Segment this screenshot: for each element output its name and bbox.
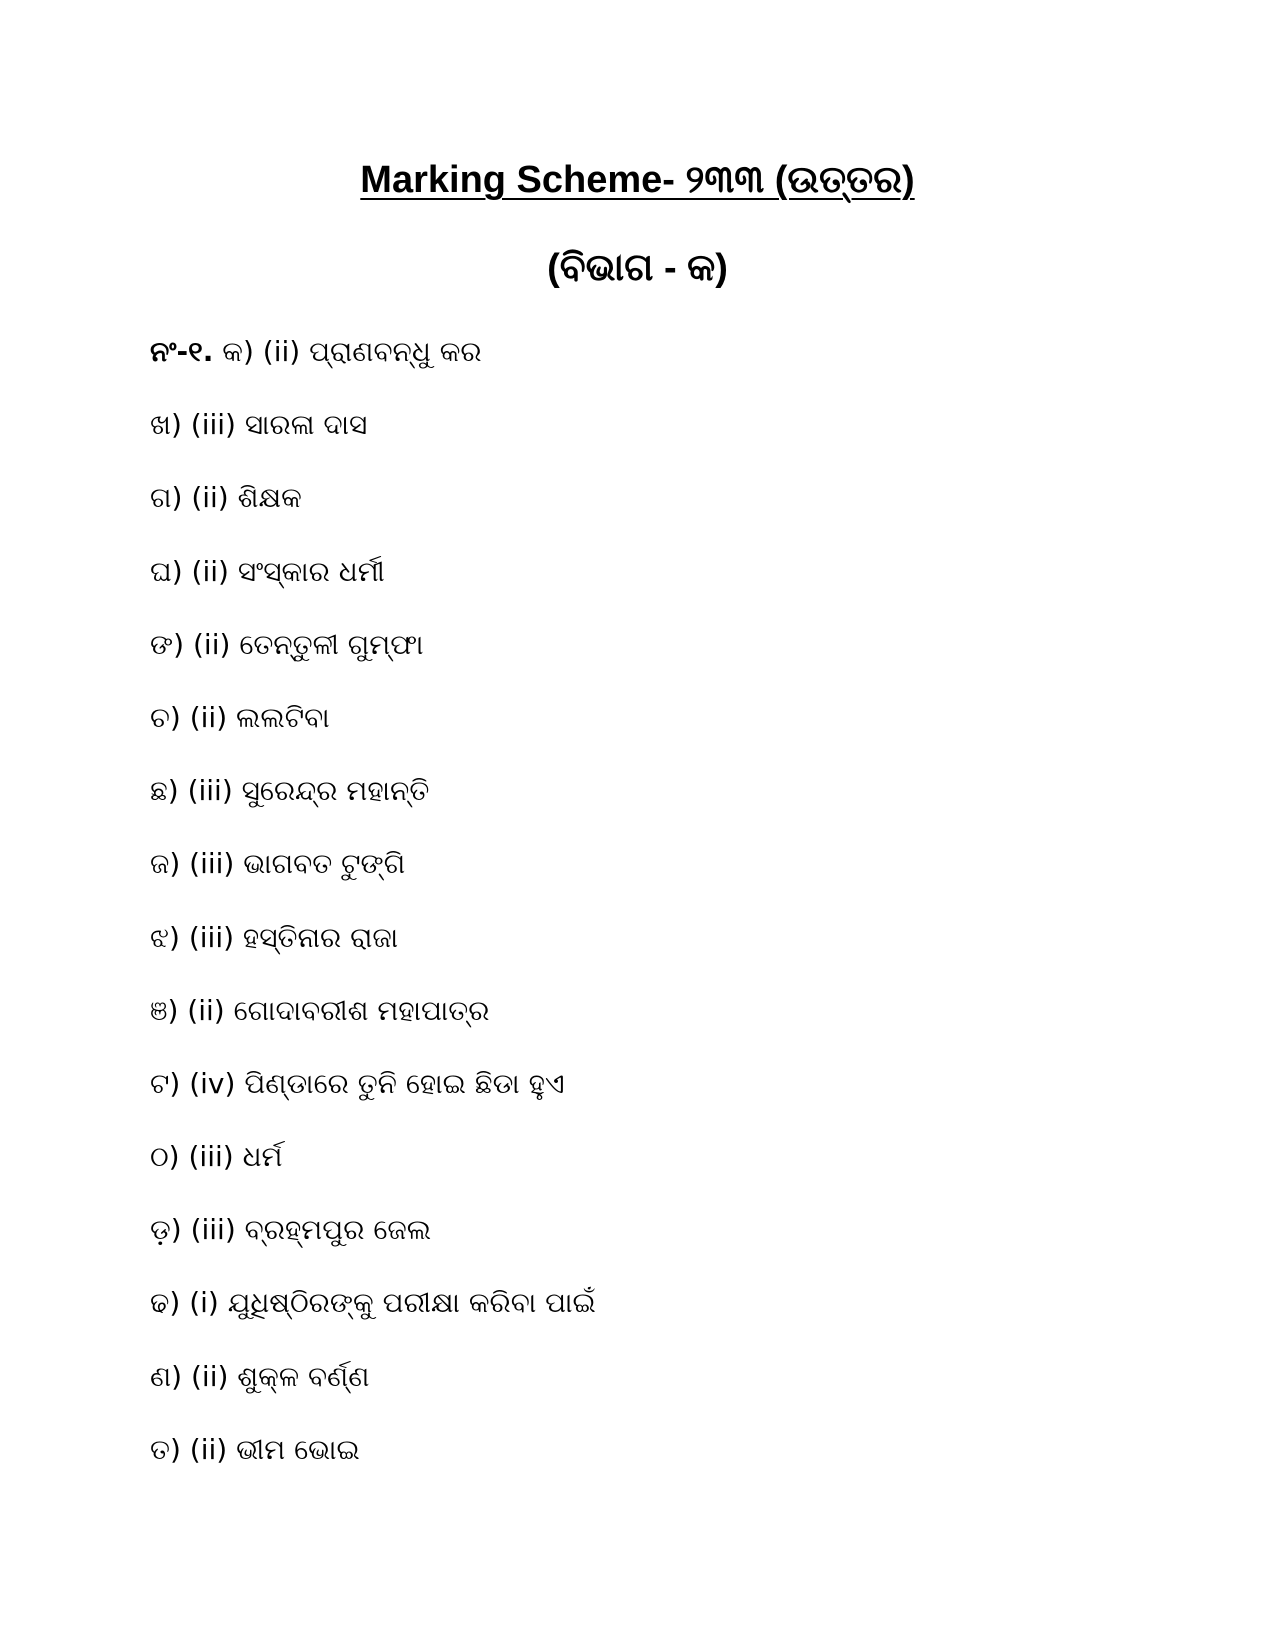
answer-item: ଙ) (ii) ତେନ୍ତୁଳୀ ଗୁମ୍ଫା (150, 627, 424, 661)
answer-item: ଛ) (iii) ସୁରେନ୍ଦ୍ର ମହାନ୍ତି (150, 774, 430, 808)
title-text: Marking Scheme- ୨୩୩ (ଉତ୍ତର) (360, 159, 915, 201)
answer-item: ଠ) (iii) ଧର୍ମ (150, 1140, 283, 1174)
answer-item: ଖ) (iii) ସାରଳା ଦାସ (150, 408, 368, 442)
answer-item: ତ) (ii) ଭୀମ ଭୋଇ (150, 1432, 360, 1466)
answer-item: ଗ) (ii) ଶିକ୍ଷକ (150, 481, 302, 515)
answer-item: ଟ) (iv) ପିଣ୍ଡାରେ ତୁନି ହୋଇ ଛିଡା ହୁଏ (150, 1066, 565, 1100)
answer-item: ଚ) (ii) ଲଲଟିବା (150, 700, 330, 734)
question-number: ନଂ-୧. (150, 335, 214, 368)
answer-text: କ) (ii) ପ୍ରାଣବନ୍ଧୁ କର (222, 335, 482, 368)
answer-item: ଝ) (iii) ହସ୍ତିନାର ରାଜା (150, 920, 399, 954)
answer-item: ଡ଼) (iii) ବ୍ରହ୍ମପୁର ଜେଲ (150, 1213, 432, 1247)
answer-item: ଣ) (ii) ଶୁକ୍ଳ ବର୍ଣ୍ଣ (150, 1359, 370, 1393)
answer-item: ଞ) (ii) ଗୋଦାବରୀଶ ମହାପାତ୍ର (150, 993, 490, 1027)
answer-item: ଘ) (ii) ସଂସ୍କାର ଧର୍ମୀ (150, 554, 385, 588)
section-heading: (ବିଭାଗ - କ) (547, 247, 728, 289)
answer-item: ଜ) (iii) ଭାଗବତ ଟୁଙ୍ଗି (150, 847, 406, 881)
answer-item (150, 332, 1150, 405)
document-title (0, 155, 1275, 205)
answer-item: ଢ) (i) ଯୁଧିଷ୍ଠିରଙ୍କୁ ପରୀକ୍ଷା କରିବା ପାଇଁ (150, 1286, 596, 1320)
answer-list (150, 332, 1150, 1503)
